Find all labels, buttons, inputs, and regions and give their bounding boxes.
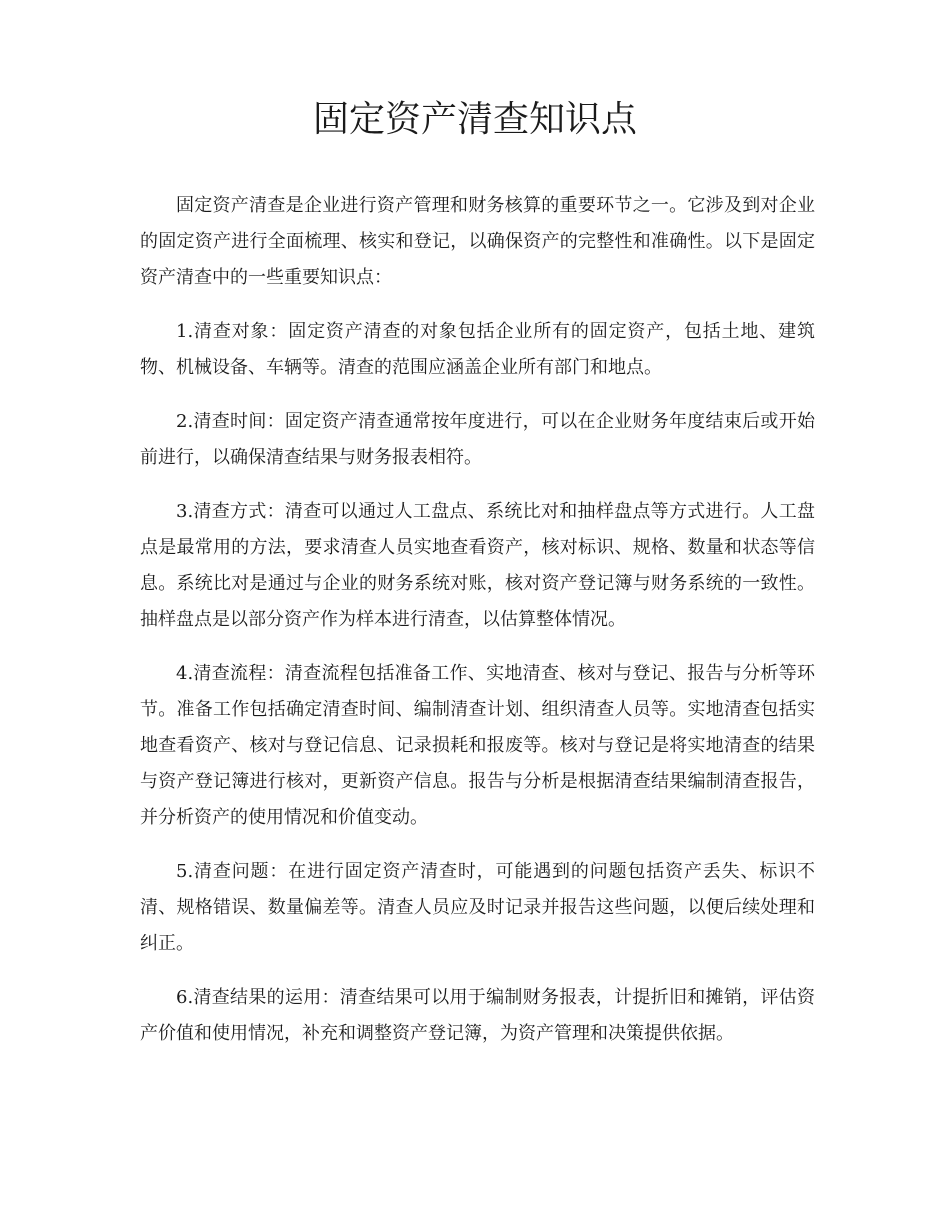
document-body <box>140 188 815 1070</box>
point-5-paragraph: 5.清查问题：在进行固定资产清查时，可能遇到的问题包括资产丢失、标识不清、规格错误、数量偏差等。清查人员应及时记录并报告这些问题，以便后续处理和纠正。 <box>140 861 815 954</box>
point-1-paragraph: 1.清查对象：固定资产清查的对象包括企业所有的固定资产，包括土地、建筑物、机械设备、车辆等。清查的范围应涵盖企业所有部门和地点。 <box>140 321 815 378</box>
point-3-paragraph: 3.清查方式：清查可以通过人工盘点、系统比对和抽样盘点等方式进行。人工盘点是最常用的方法，要求清查人员实地查看资产，核对标识、规格、数量和状态等信息。系统比对是通过与企业的财务系统对账，核对资产登记簿与财务系统的一致性。抽样盘点是以部分资产作为样本进行清查，以估算整体情况。 <box>140 501 815 630</box>
document-title: 固定资产清查知识点 <box>312 99 637 140</box>
point-4-paragraph: 4.清查流程：清查流程包括准备工作、实地清查、核对与登记、报告与分析等环节。准备工作包括确定清查时间、编制清查计划、组织清查人员等。实地清查包括实地查看资产、核对与登记信息、记录损耗和报废等。核对与登记是将实地清查的结果与资产登记簿进行核对，更新资产信息。报告与分析是根据清查结果编制清查报告，并分析资产的使用情况和价值变动。 <box>140 663 815 828</box>
point-6-paragraph: 6.清查结果的运用：清查结果可以用于编制财务报表，计提折旧和摊销，评估资产价值和使用情况，补充和调整资产登记簿，为资产管理和决策提供依据。 <box>140 987 815 1044</box>
intro-paragraph: 固定资产清查是企业进行资产管理和财务核算的重要环节之一。它涉及到对企业的固定资产进行全面梳理、核实和登记，以确保资产的完整性和准确性。以下是固定资产清查中的一些重要知识点： <box>140 195 815 288</box>
point-2-paragraph: 2.清查时间：固定资产清查通常按年度进行，可以在企业财务年度结束后或开始前进行，以确保清查结果与财务报表相符。 <box>140 411 815 468</box>
